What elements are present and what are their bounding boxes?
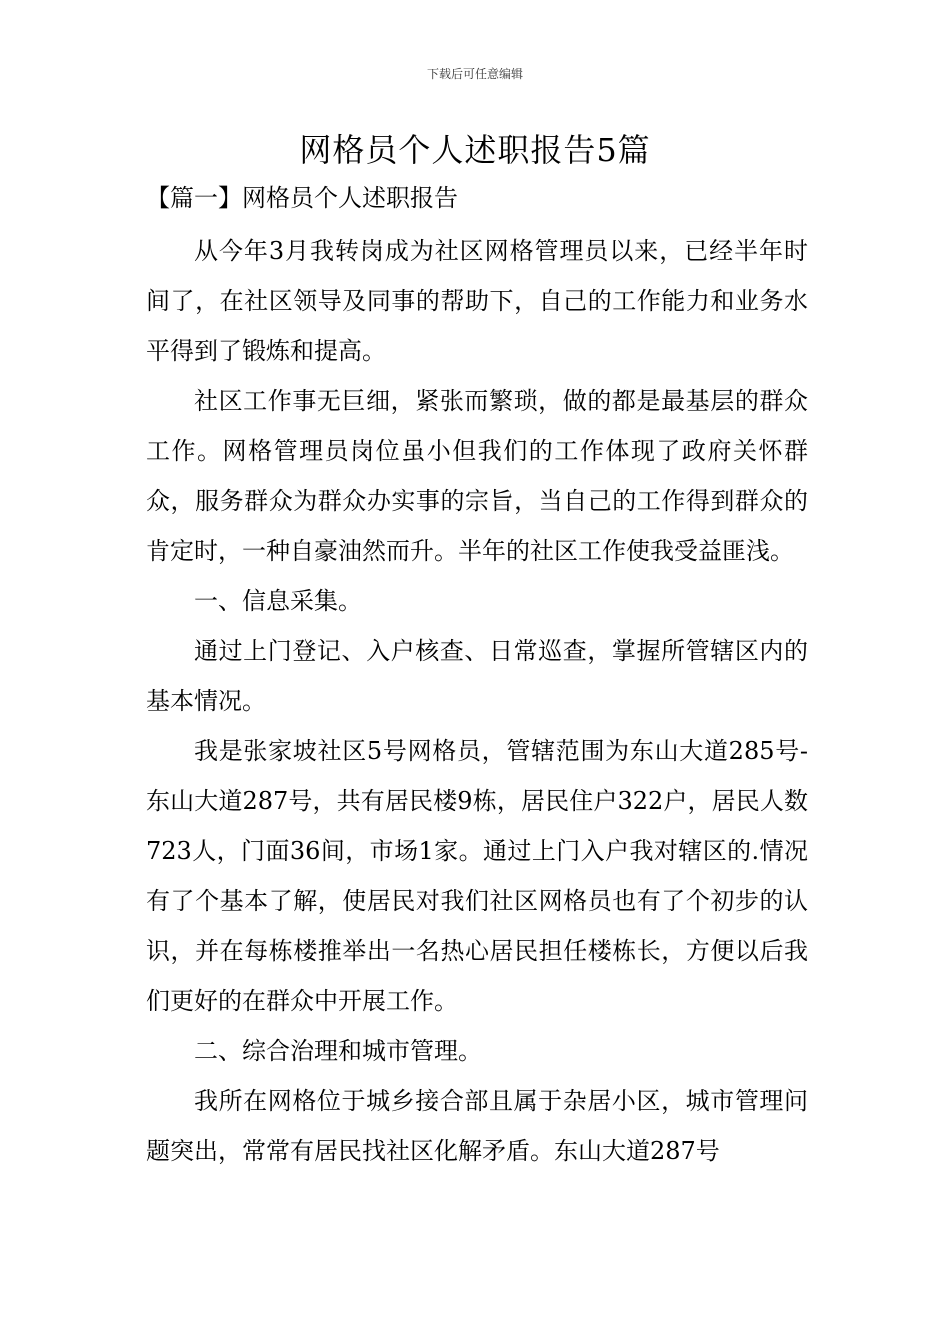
document-body xyxy=(146,176,808,1176)
paragraph-3: 通过上门登记、入户核查、日常巡查，掌握所管辖区内的基本情况。 xyxy=(146,637,808,715)
paragraph-4: 我是张家坡社区5号网格员，管辖范围为东山大道285号-东山大道287号，共有居民楼9栋，居民住户322户，居民人数723人，门面36间，市场1家。通过上门入户我对辖区的.情况有了个基本了解，使居民对我们社区网格员也有了个初步的认识，并在每栋楼推举出一名热心居民担任楼栋长，方便以后我们更好的在群众中开展工作。 xyxy=(146,737,808,1015)
section-heading: 【篇一】网格员个人述职报告 xyxy=(146,184,458,212)
document-title: 网格员个人述职报告5篇 xyxy=(299,131,651,169)
subheading-governance: 二、综合治理和城市管理。 xyxy=(194,1037,482,1065)
header-note: 下载后可任意编辑 xyxy=(426,67,523,81)
paragraph-5: 我所在网格位于城乡接合部且属于杂居小区，城市管理问题突出，常常有居民找社区化解矛盾。东山大道287号 xyxy=(146,1087,808,1165)
paragraph-2: 社区工作事无巨细，紧张而繁琐，做的都是最基层的群众工作。网格管理员岗位虽小但我们的工作体现了政府关怀群众，服务群众为群众办实事的宗旨，当自己的工作得到群众的肯定时，一种自豪油然而升。半年的社区工作使我受益匪浅。 xyxy=(146,387,808,565)
subheading-information-collection: 一、信息采集。 xyxy=(194,587,362,615)
paragraph-1: 从今年3月我转岗成为社区网格管理员以来，已经半年时间了，在社区领导及同事的帮助下，自己的工作能力和业务水平得到了锻炼和提高。 xyxy=(146,237,808,365)
